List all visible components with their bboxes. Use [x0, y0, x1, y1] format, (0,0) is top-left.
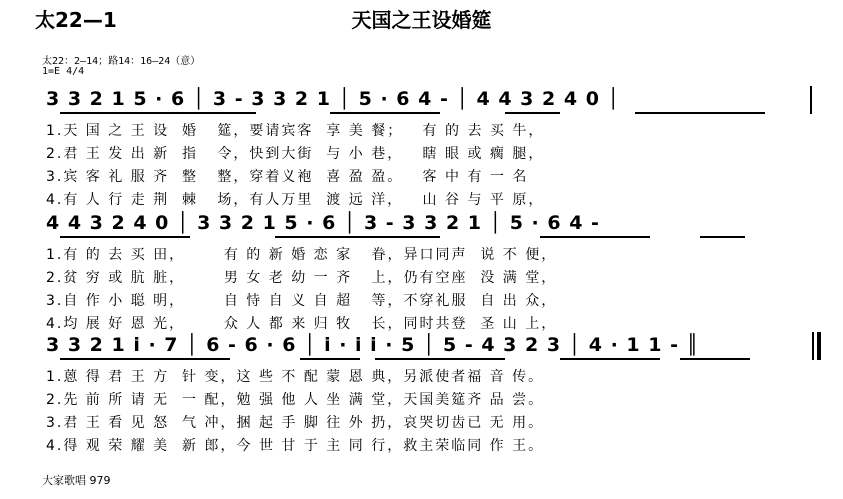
- beam-line: [540, 236, 650, 238]
- lyric-verse-2: 2.贫 穷 或 肮 脏， 男 女 老 幼 一 齐 上，仍有空座 没 满 堂，: [46, 270, 558, 286]
- notation-line: 4 4 3 2 4 0 │ 3 3 2 1 5 · 6 │ 3 - 3 3 2 1 │ 5 · 6 4 -: [46, 212, 600, 234]
- beam-line: [635, 112, 765, 114]
- lyric-verse-4: 4.均 展 好 恩 光， 众 人 都 来 归 牧 长，同时共登 圣 山 上，: [46, 316, 558, 332]
- scripture-reference: 太22：2—14；路14：16—24（意）: [42, 56, 201, 67]
- beam-line: [330, 112, 440, 114]
- lyric-verse-4: 4.有 人 行 走 荆 棘 场，有人万里 渡 远 洋， 山 谷 与 平 原，: [46, 192, 545, 208]
- beam-line: [700, 236, 745, 238]
- beam-line: [505, 112, 560, 114]
- lyric-verse-3: 3.自 作 小 聪 明， 自 恃 自 义 自 超 等，不穿礼服 自 出 众，: [46, 293, 558, 309]
- beam-line: [300, 358, 360, 360]
- lyric-verse-2: 2.君 王 发 出 新 指 令，快到大街 与 小 巷， 瞎 眼 或 瘸 腿，: [46, 146, 545, 162]
- beam-line: [275, 236, 440, 238]
- beam-line: [375, 358, 505, 360]
- song-title: 天国之王设婚筵: [351, 8, 492, 32]
- lyric-verse-2: 2.先 前 所 请 无 一 配，勉 强 他 人 坐 满 堂，天国美筵齐 品 尝。: [46, 392, 545, 408]
- lyric-verse-4: 4.得 观 荣 耀 美 新 郎，今 世 甘 于 主 同 行，救主荣临同 作 王。: [46, 438, 545, 454]
- beam-line: [60, 358, 230, 360]
- lyric-verse-3: 3.君 王 看 见 怒 气 冲，捆 起 手 脚 往 外 扔，哀哭切齿已 无 用。: [46, 415, 545, 431]
- beam-line: [60, 112, 256, 114]
- notation-line: 3 3 2 1 5 · 6 │ 3 - 3 3 2 1 │ 5 · 6 4 - │ 4 4 3 2 4 0 │: [46, 88, 620, 110]
- notation-line: 3 3 2 1 i · 7 │ 6 - 6 · 6 │ i · i i · 5 │ 5 - 4 3 2 3 │ 4 · 1 1 - ║: [46, 334, 700, 356]
- lyric-verse-3: 3.宾 客 礼 服 齐 整 整，穿着义袍 喜 盈 盈。 客 中 有 一 名: [46, 169, 529, 185]
- bar-line: [810, 86, 812, 114]
- beam-line: [560, 358, 660, 360]
- music-system-1: [0, 84, 843, 214]
- final-bar-thin: [812, 332, 814, 360]
- hymn-number: 太22—1: [35, 8, 117, 32]
- lyric-verse-1: 1.蒽 得 君 王 方 针 变，这 些 不 配 蒙 恩 典，另派使者福 音 传。: [46, 369, 545, 385]
- key-and-time-signature: 1=E 4/4: [42, 66, 85, 77]
- beam-line: [680, 358, 750, 360]
- footer-source: 大家歌唱 979: [42, 474, 111, 487]
- lyric-verse-1: 1.天 国 之 王 设 婚 筵，要请宾客 享 美 餐； 有 的 去 买 牛，: [46, 123, 545, 139]
- beam-line: [60, 236, 190, 238]
- music-system-3: [0, 330, 843, 460]
- final-bar-thick: [817, 332, 821, 360]
- music-system-2: [0, 208, 843, 338]
- lyric-verse-1: 1.有 的 去 买 田， 有 的 新 婚 恋 家 眷，异口同声 说 不 便，: [46, 247, 558, 263]
